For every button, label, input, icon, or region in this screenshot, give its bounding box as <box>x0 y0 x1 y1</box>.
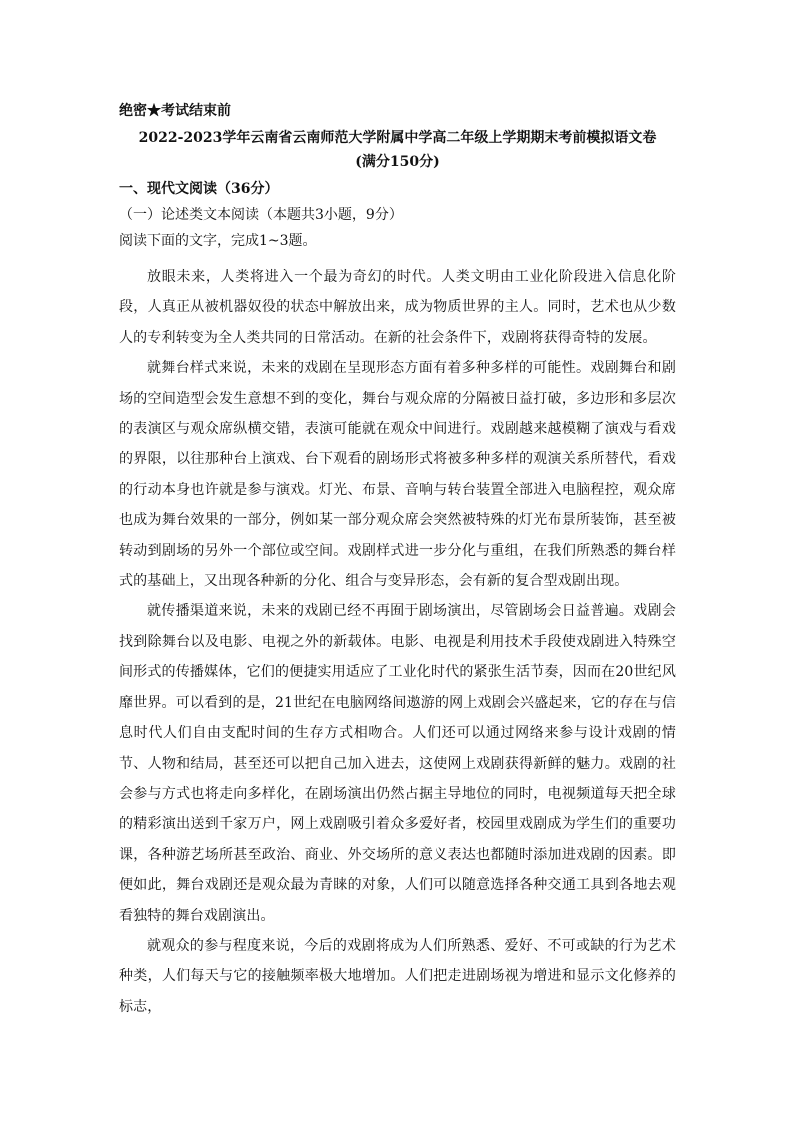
confidential-mark: 绝密★考试结束前 <box>119 103 231 119</box>
reading-instruction: 阅读下面的文字，完成1~3题。 <box>119 233 317 249</box>
passage-paragraph-1: 放眼未来，人类将进入一个最为奇幻的时代。人类文明由工业化阶段进入信息化阶段，人真正从被机器奴役的状态中解放出来，成为物质世界的主人。同时，艺术也从少数人的专利转变为全人类共同的日常活动。在新的社会条件下，戏剧将获得奇特的发展。 <box>119 269 676 346</box>
full-score: (满分150分) <box>355 154 440 170</box>
passage-paragraph-4: 就观众的参与程度来说，今后的戏剧将成为人们所熟悉、爱好、不可或缺的行为艺术种类，人们每天与它的接触频率极大地增加。人们把走进剧场视为增进和显示文化修养的标志， <box>119 937 676 1015</box>
section-heading: 一、现代文阅读（36分） <box>119 181 279 197</box>
subsection-heading: （一）论述类文本阅读（本题共3小题，9分） <box>119 207 403 223</box>
document-body <box>119 100 676 1022</box>
passage-paragraph-3: 就传播渠道来说，未来的戏剧已经不再囿于剧场演出，尽管剧场会日益普遍。戏剧会找到除舞台以及电影、电视之外的新载体。电影、电视是利用技术手段使戏剧进入特殊空间形式的传播媒体，它们的便捷实用适应了工业化时代的紧张生活节奏，因而在20世纪风靡世界。可以看到的是，21世纪在电脑网络间遨游的网上戏剧会兴盛起来，它的存在与信息时代人们自由支配时间的生存方式相吻合。人们还可以通过网络来参与设计戏剧的情节、人物和结局，甚至还可以把自己加入进去，这使网上戏剧获得新鲜的魅力。戏剧的社会参与方式也将走向多样化，在剧场演出仍然占据主导地位的同时，电视频道每天把全球的精彩演出送到千家万户，网上戏剧吸引着众多爱好者，校园里戏剧成为学生们的重要功课，各种游艺场所甚至政治、商业、外交场所的意义表达也都随时添加进戏剧的因素。即便如此，舞台戏剧还是观众最为青睐的对象，人们可以随意选择各种交通工具到各地去观看独特的舞台戏剧演出。 <box>119 603 676 924</box>
passage-paragraph-2: 就舞台样式来说，未来的戏剧在呈现形态方面有着多种多样的可能性。戏剧舞台和剧场的空间造型会发生意想不到的变化，舞台与观众席的分隔被日益打破，多边形和多层次的表演区与观众席纵横交错，表演可能就在观众中间进行。戏剧越来越模糊了演戏与看戏的界限，以往那种台上演戏、台下观看的剧场形式将被多种多样的观演关系所替代，看戏的行动本身也许就是参与演戏。灯光、布景、音响与转台装置全部进入电脑程控，观众席也成为舞台效果的一部分，例如某一部分观众席会突然被特殊的灯光布景所装饰，甚至被转动到剧场的另外一个部位或空间。戏剧样式进一步分化与重组，在我们所熟悉的舞台样式的基础上，又出现各种新的分化、组合与变异形态，会有新的复合型戏剧出现。 <box>119 360 676 590</box>
exam-title: 2022-2023学年云南省云南师范大学附属中学高二年级上学期期末考前模拟语文卷 <box>138 130 657 146</box>
